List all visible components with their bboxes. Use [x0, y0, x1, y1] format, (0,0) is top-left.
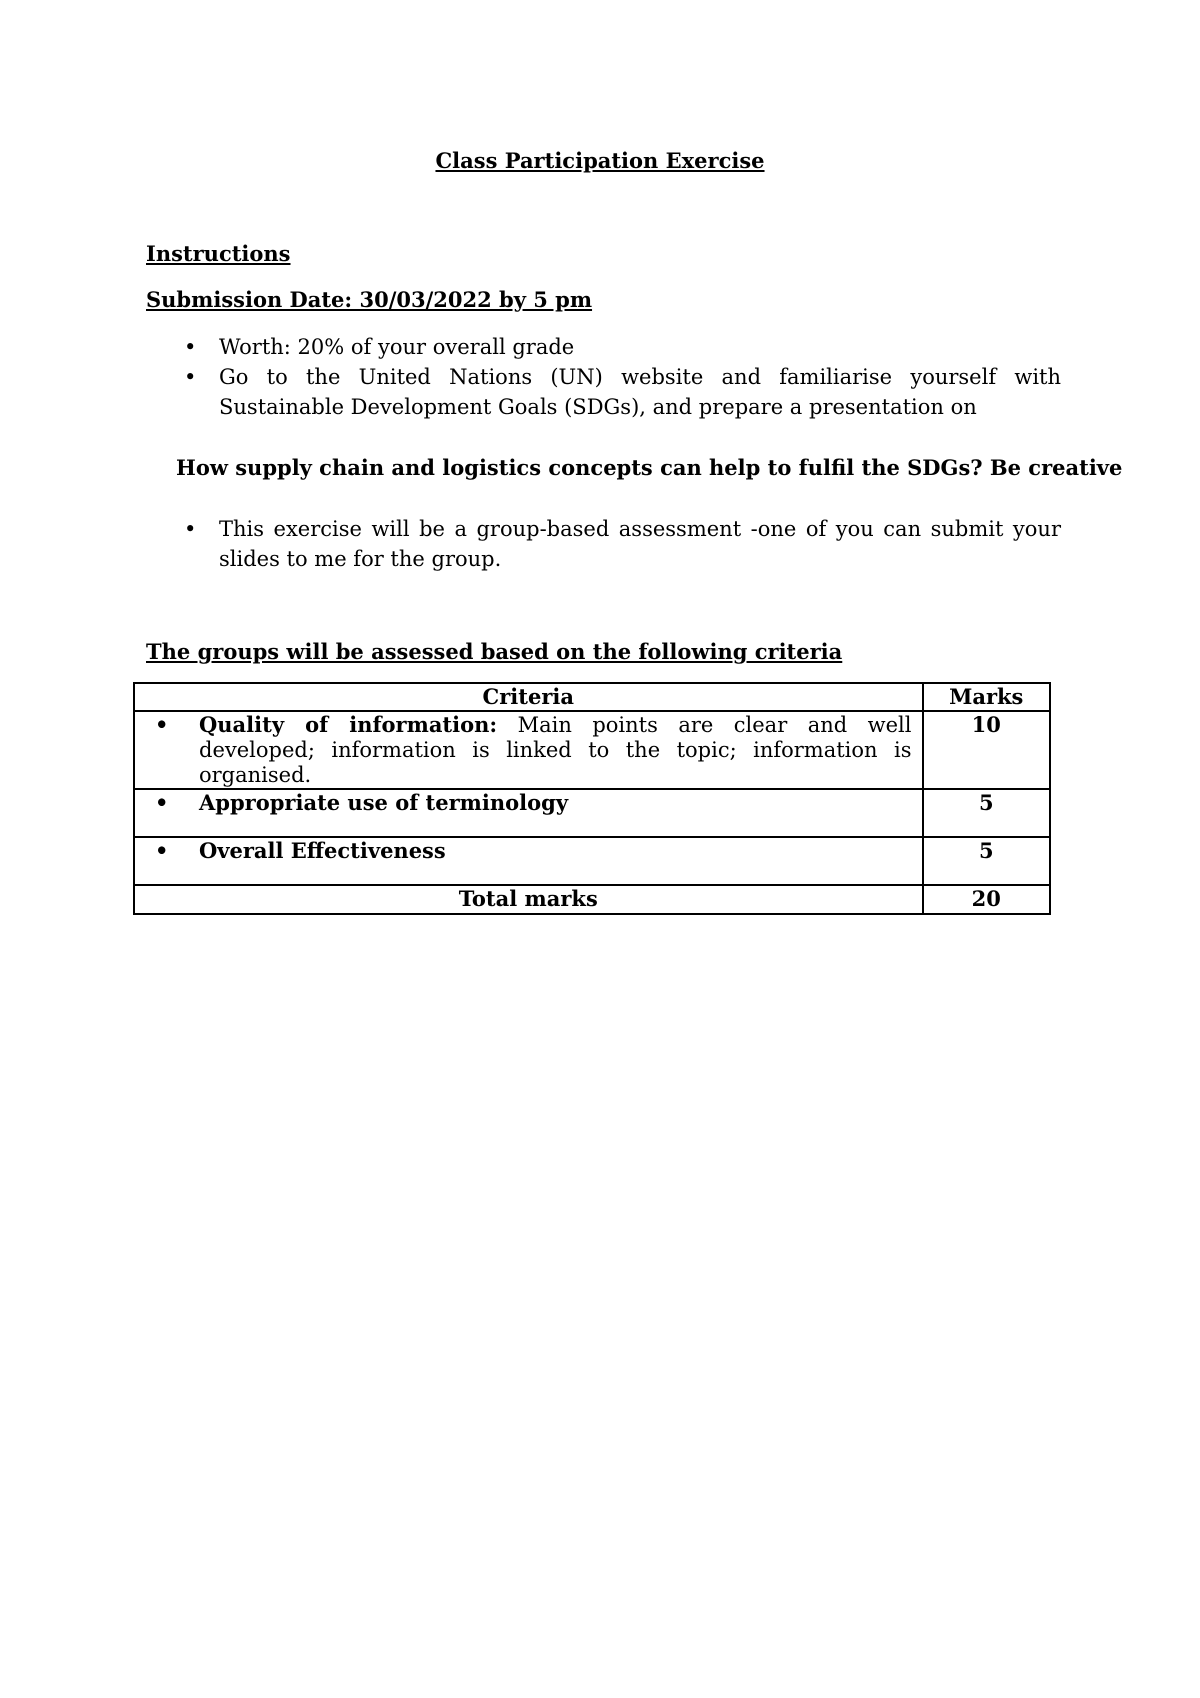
bullet-text: Go to the United Nations (UN) website and familiarise yourself with Sustainable Development Goals (SDGs), and prepare a presentation on — [219, 365, 1061, 419]
marks-column-header: Marks — [923, 683, 1051, 711]
bullet-icon: • — [184, 365, 197, 389]
bullet-text: Worth: 20% of your overall grade — [219, 335, 575, 359]
bullet-icon: • — [184, 517, 197, 541]
bullet-icon: • — [155, 712, 169, 737]
bullet-icon: • — [184, 335, 197, 359]
bullet-item-un-website — [176, 362, 1061, 422]
criteria-text — [199, 712, 912, 788]
instructions-heading: Instructions — [146, 241, 291, 266]
criteria-cell — [134, 711, 923, 789]
marks-cell: 10 — [923, 711, 1051, 789]
total-marks-value: 20 — [923, 885, 1051, 914]
bullet-icon: • — [155, 838, 169, 863]
criteria-label: Quality of information: — [199, 712, 498, 737]
table-total-row — [134, 885, 1050, 914]
criteria-description: Main points are clear and well developed; information is linked to the topic; information is organised. — [199, 713, 912, 787]
table-row — [134, 711, 1050, 789]
criteria-column-header: Criteria — [134, 683, 923, 711]
submission-date: Submission Date: 30/03/2022 by 5 pm — [146, 287, 593, 312]
criteria-text — [199, 790, 912, 816]
table-row — [134, 837, 1050, 885]
table-header-row — [134, 683, 1050, 711]
table-row — [134, 789, 1050, 837]
criteria-label: Overall Effectiveness — [199, 838, 446, 863]
criteria-table — [133, 682, 1051, 915]
bullet-item-group-assessment — [176, 514, 1061, 574]
marks-cell: 5 — [923, 837, 1051, 885]
marks-cell: 5 — [923, 789, 1051, 837]
bullet-item-worth — [176, 332, 1061, 362]
total-marks-label: Total marks — [134, 885, 923, 914]
presentation-topic: How supply chain and logistics concepts can help to fulfil the SDGs? Be creative — [176, 455, 1123, 480]
document-title: Class Participation Exercise — [435, 148, 765, 173]
bullet-icon: • — [155, 790, 169, 815]
criteria-heading: The groups will be assessed based on the following criteria — [146, 639, 843, 664]
criteria-label: Appropriate use of terminology — [199, 790, 569, 815]
bullet-text: This exercise will be a group-based assessment -one of you can submit your slides to me for the group. — [219, 517, 1061, 571]
criteria-cell — [134, 837, 923, 885]
criteria-text — [199, 838, 912, 864]
criteria-cell — [134, 789, 923, 837]
